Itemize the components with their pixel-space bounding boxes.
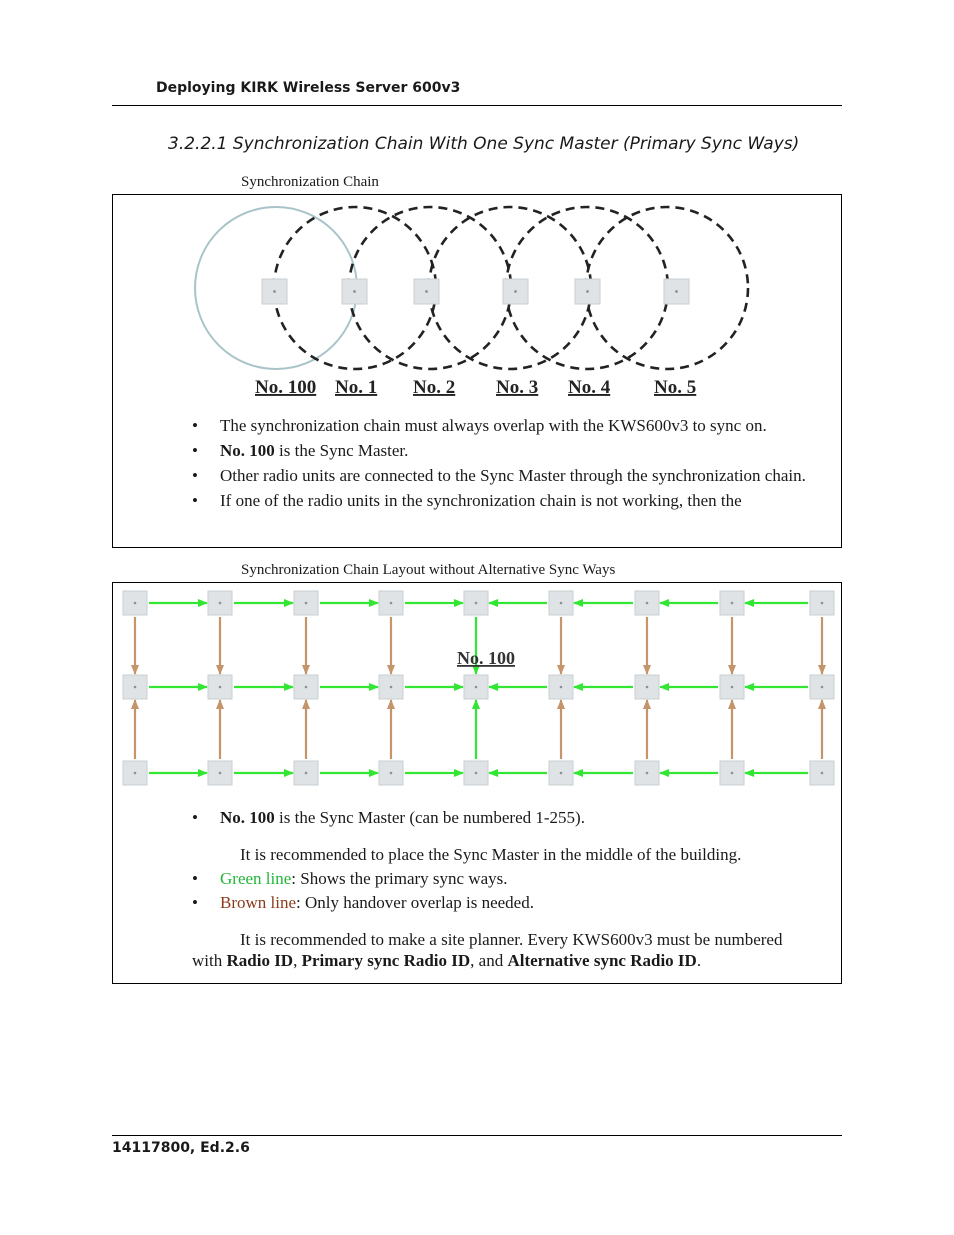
sync-master-label: No. 100 (457, 648, 515, 668)
radio-unit-icon (720, 675, 744, 699)
radio-unit-icon (464, 591, 488, 615)
brown-line-label: Brown line (220, 893, 297, 912)
radio-unit-icon (294, 675, 318, 699)
radio-unit-icon (208, 761, 232, 785)
sync-grid-diagram (113, 583, 842, 803)
recommendation-paragraph-1: It is recommended to place the Sync Master in the middle of the building. (240, 845, 742, 864)
figure1-frame (112, 194, 842, 548)
radio-unit-icon (262, 279, 287, 304)
radio-unit-icon (123, 675, 147, 699)
radio-unit-icon (414, 279, 439, 304)
radio-unit-icon (635, 761, 659, 785)
figure1-bullet-list (192, 416, 812, 516)
radio-unit-icon (549, 591, 573, 615)
header-rule (112, 105, 842, 106)
radio-unit-icon (379, 761, 403, 785)
radio-unit-icon (379, 591, 403, 615)
list-item: • Brown line: Only handover overlap is needed. (192, 893, 534, 912)
radio-unit-icon (294, 591, 318, 615)
list-item: • Green line: Shows the primary sync ways. (192, 869, 508, 888)
unit-label-no5: No. 5 (654, 377, 697, 398)
radio-unit-icon (123, 591, 147, 615)
list-item: • Other radio units are connected to the Sync Master through the synchronization chain. (192, 466, 806, 485)
list-item: • The synchronization chain must always overlap with the KWS600v3 to sync on. (192, 416, 767, 435)
section-heading: 3.2.2.1 Synchronization Chain With One Sync Master (Primary Sync Ways) (168, 134, 800, 154)
list-item: • No. 100 is the Sync Master. (192, 441, 409, 460)
radio-unit-icon (379, 675, 403, 699)
green-line-label: Green line (220, 869, 292, 888)
radio-unit-icon (575, 279, 600, 304)
radio-unit-icon (464, 761, 488, 785)
radio-unit-icon (720, 591, 744, 615)
radio-unit-icon (464, 675, 488, 699)
radio-unit-icon (810, 761, 834, 785)
radio-unit-icon (635, 591, 659, 615)
radio-unit-icon (810, 591, 834, 615)
radio-unit-icon (208, 591, 232, 615)
radio-unit-icon (294, 761, 318, 785)
figure1-caption: Synchronization Chain (241, 174, 379, 190)
radio-unit-icon (549, 675, 573, 699)
list-item: • No. 100 is the Sync Master (can be numbered 1-255). (192, 808, 585, 827)
footer-rule (112, 1135, 842, 1136)
radio-unit-icon (342, 279, 367, 304)
list-item: • If one of the radio units in the synchronization chain is not working, then the (192, 491, 742, 510)
radio-unit-icon (503, 279, 528, 304)
unit-label-no100: No. 100 (255, 377, 317, 398)
figure2-bullet-list-b (192, 869, 812, 918)
radio-unit-icon (720, 761, 744, 785)
radio-unit-icon (810, 675, 834, 699)
unit-label-no3: No. 3 (496, 377, 539, 398)
footer-document-id: 14117800, Ed.2.6 (112, 1140, 250, 1156)
radio-unit-icon (208, 675, 232, 699)
radio-unit-icon (635, 675, 659, 699)
figure2-bullet-list-a (192, 808, 812, 833)
radio-unit-icon (664, 279, 689, 304)
page-header-title: Deploying KIRK Wireless Server 600v3 (156, 80, 461, 96)
unit-label-no1: No. 1 (335, 377, 378, 398)
figure2-caption: Synchronization Chain Layout without Alternative Sync Ways (241, 562, 616, 578)
unit-label-no2: No. 2 (413, 377, 456, 398)
recommendation-paragraph-2: It is recommended to make a site planner. Every KWS600v3 must be numbered with Radio ID, Primary sync Radio ID, and Alternative sync Radio ID. (192, 930, 783, 970)
unit-label-no4: No. 4 (568, 377, 611, 398)
radio-unit-icon (549, 761, 573, 785)
radio-unit-icon (123, 761, 147, 785)
figure2-frame (112, 582, 842, 984)
